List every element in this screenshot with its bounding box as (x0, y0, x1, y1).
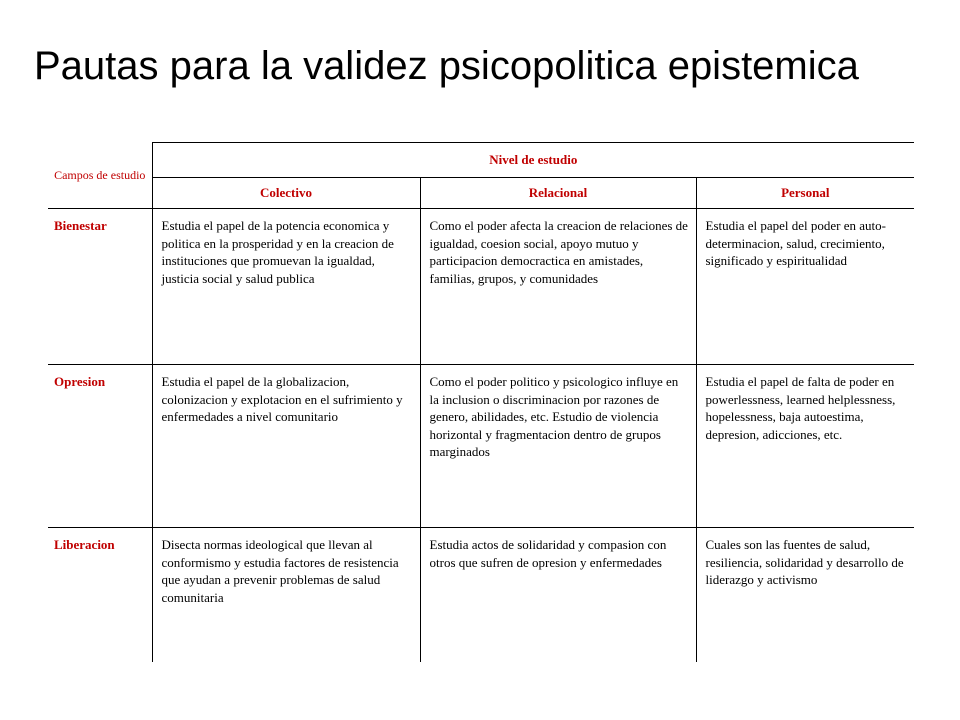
table-cell: Estudia el papel de la globalizacion, colonizacion y explotacion en el sufrimiento y enfermedades a nivel comunitario (152, 365, 420, 528)
table-cell: Como el poder politico y psicologico influye en la inclusion o discriminacion por razones de genero, abilidades, etc. Estudio de violencia horizontal y fragmentacion dentro de grupos marginados (420, 365, 696, 528)
table-row (48, 365, 914, 528)
table-cell: Cuales son las fuentes de salud, resiliencia, solidaridad y desarrollo de liderazgo y activismo (696, 528, 914, 663)
table-row (48, 209, 914, 365)
row-header-bienestar: Bienestar (48, 209, 152, 365)
corner-header: Campos de estudio (48, 143, 152, 209)
table-row (48, 528, 914, 663)
column-header-colectivo: Colectivo (152, 178, 420, 209)
row-header-liberacion: Liberacion (48, 528, 152, 663)
table-cell: Estudia el papel de la potencia economica y politica en la prosperidad y en la creacion de instituciones que promuevan la igualdad, justicia social y salud publica (152, 209, 420, 365)
table-cell: Estudia el papel de falta de poder en powerlessness, learned helplessness, hopelessness, baja autoestima, depresion, adicciones, etc. (696, 365, 914, 528)
column-header-personal: Personal (696, 178, 914, 209)
column-header-relacional: Relacional (420, 178, 696, 209)
row-header-opresion: Opresion (48, 365, 152, 528)
table-cell: Disecta normas ideological que llevan al conformismo y estudia factores de resistencia que ayudan a prevenir problemas de salud comunitaria (152, 528, 420, 663)
table-cell: Estudia actos de solidaridad y compasion con otros que sufren de opresion y enfermedades (420, 528, 696, 663)
group-header: Nivel de estudio (152, 143, 914, 178)
study-levels-table (48, 142, 914, 662)
table-cell: Como el poder afecta la creacion de relaciones de igualdad, coesion social, apoyo mutuo y participacion democractica en amistades, familias, grupos, y comunidades (420, 209, 696, 365)
slide-title: Pautas para la validez psicopolitica epistemica (34, 44, 859, 88)
table-cell: Estudia el papel del poder en auto-determinacion, salud, crecimiento, significado y espiritualidad (696, 209, 914, 365)
